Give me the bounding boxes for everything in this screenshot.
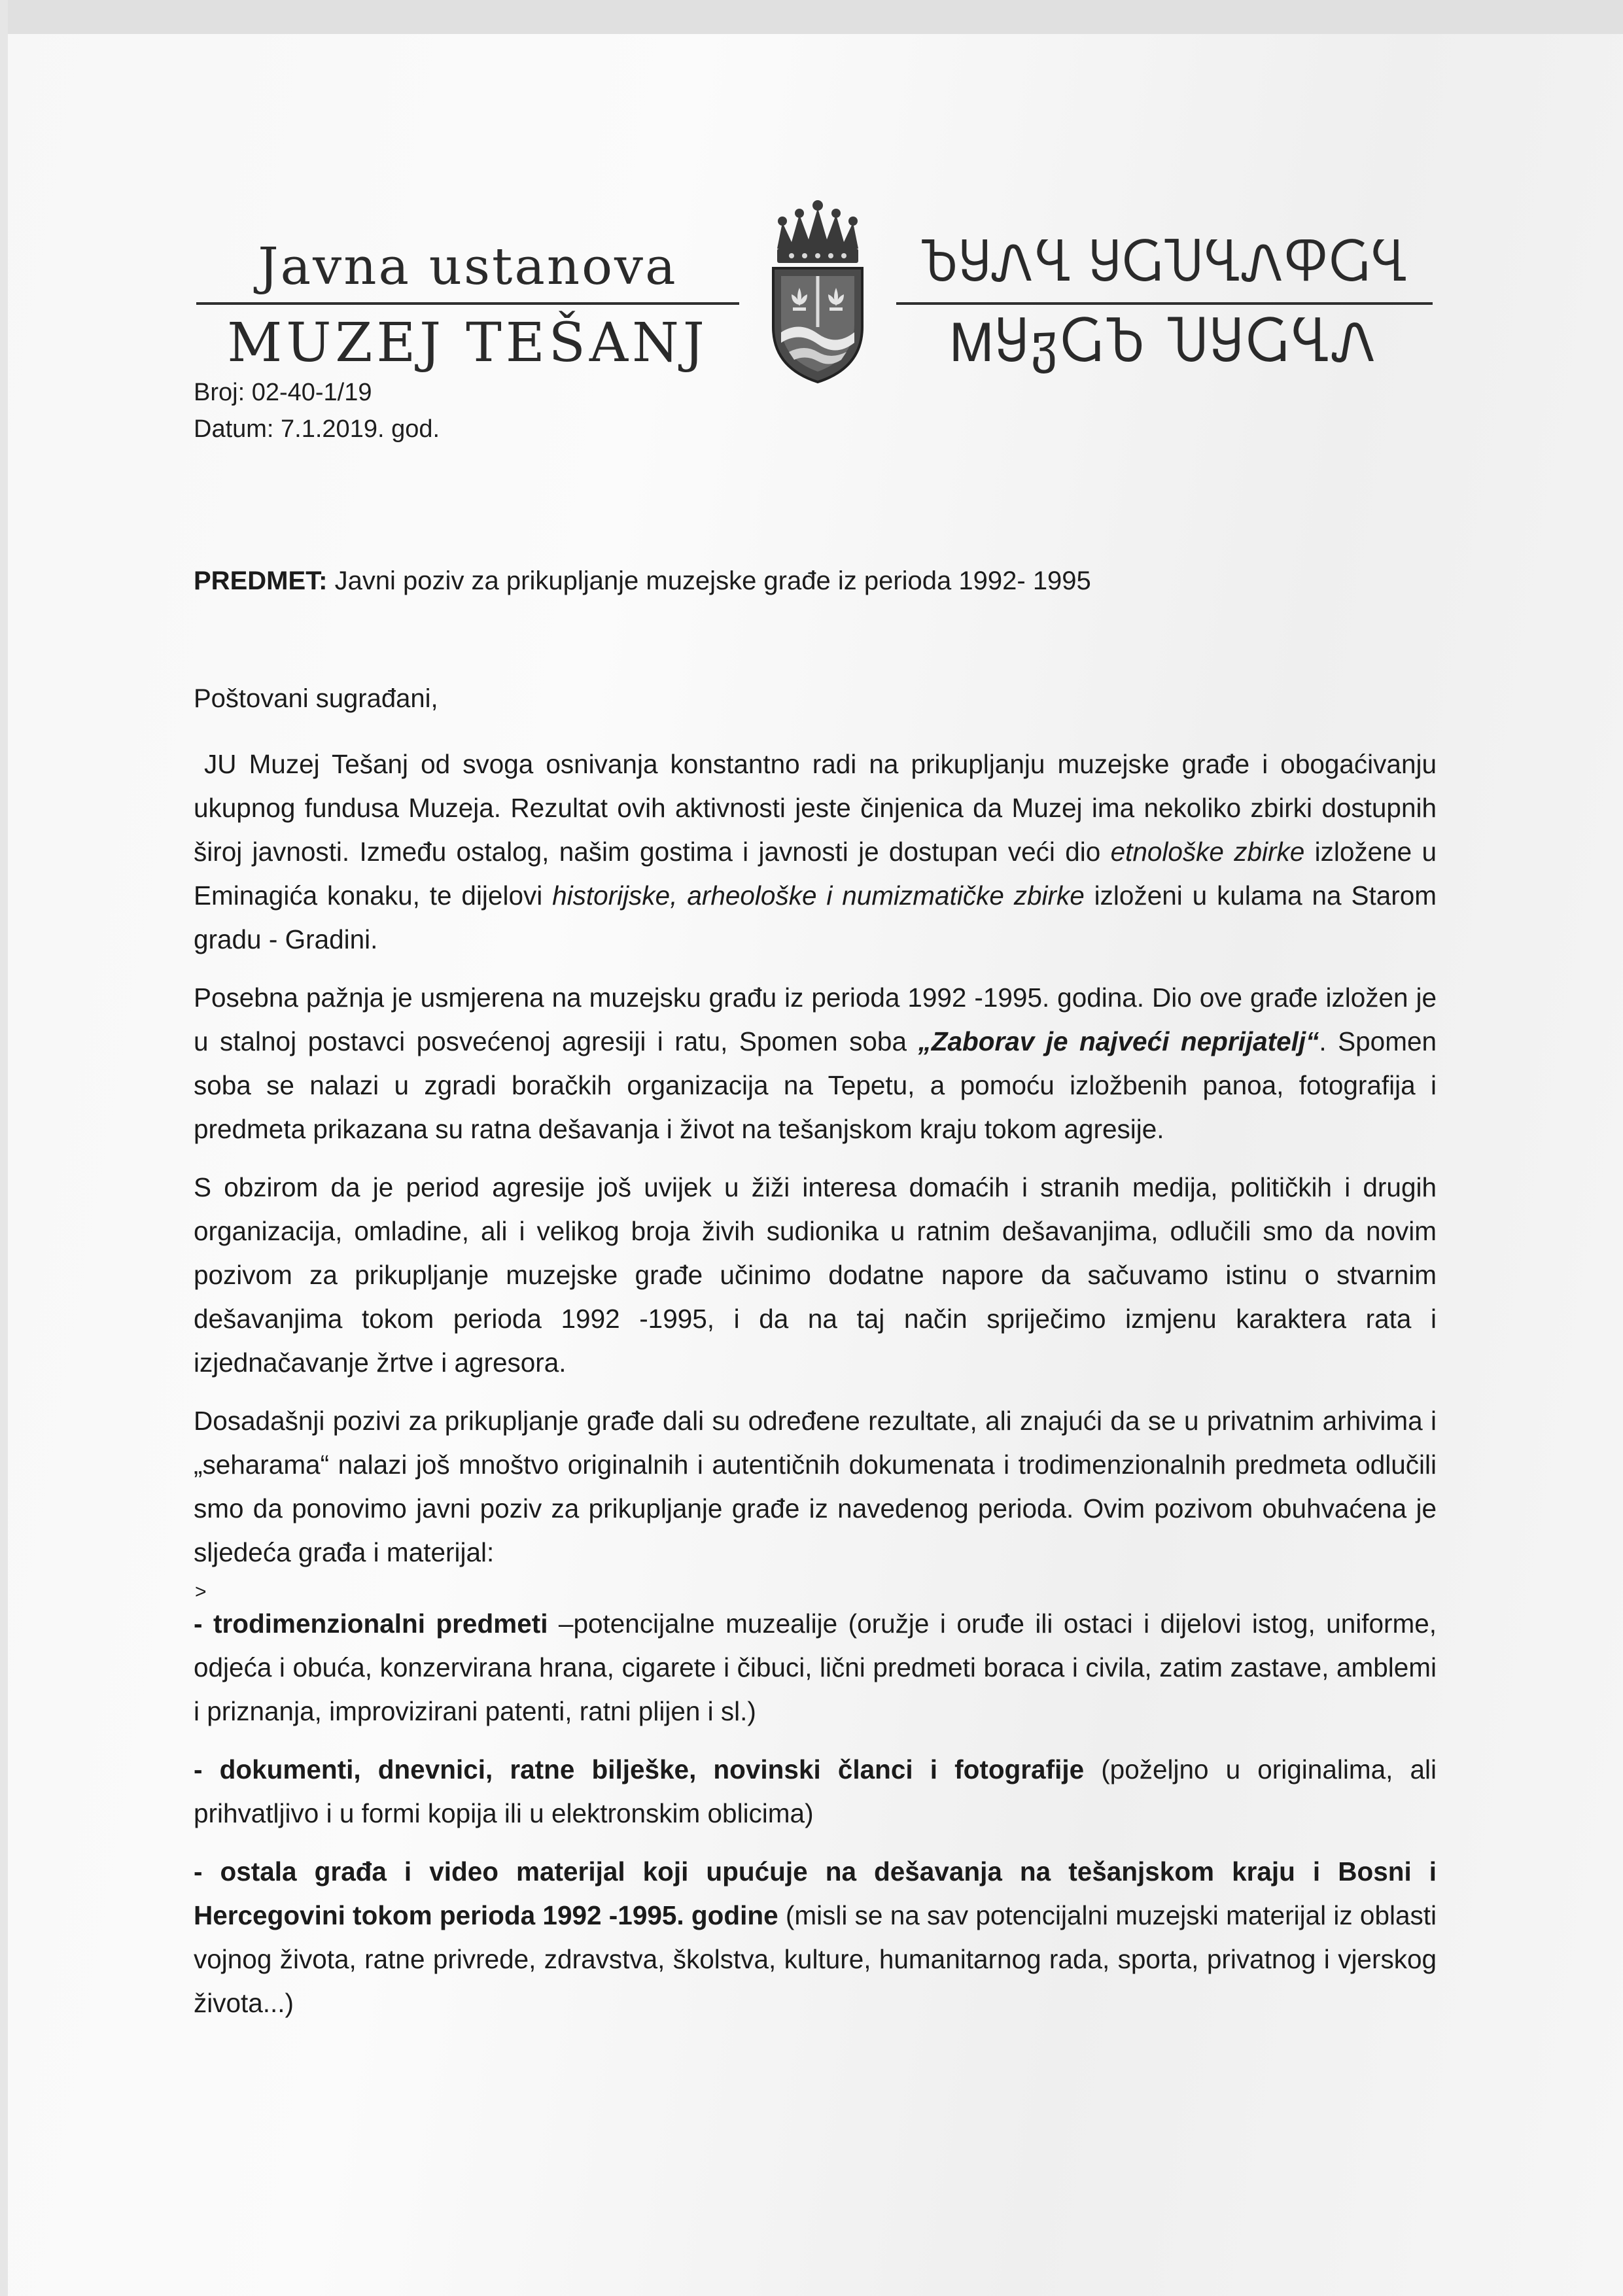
p2-memorial-title: „Zaborav je najveći neprijatelj“ bbox=[918, 1026, 1319, 1056]
list-item-2-text: (poželjno u originalima, ali prihvatljivo i u formi kopija ili u elektronskim oblicima) bbox=[194, 1754, 1437, 1828]
paragraph-3: S obzirom da je period agresije još uvijek u žiži interesa domaćih i stranih medija, političkih i drugih organizacija, omladine, ali i velikog broja živih sudionika u ratnim dešavanjima, odlučili smo da novim pozivom za prikupljanje muzejske građe učinimo dodatne napore da sačuvamo istinu o stvarnim dešavanjima tokom perioda 1992 -1995, i da na taj način spriječimo izmjenu karaktera rata i izjednačavanje žrtve i agresora. bbox=[194, 1172, 1437, 1378]
institution-name-bosancica: ᎷႸჳႺႦ ႮႸႺႡᏁ bbox=[951, 313, 1378, 374]
reference-number: Broj: 02-40-1/19 bbox=[194, 379, 372, 406]
list-item-3-text: (misli se na sav potencijalni muzejski materijal iz oblasti vojnog života, ratne privrede, zdravstva, školstva, kulture, humanitarnog rada, sporta, privatnog i vjerskog života...) bbox=[194, 1900, 1437, 2018]
list-item-3 bbox=[194, 1850, 1437, 2025]
p2-text-b: . Spomen soba se nalazi u zgradi boračkih organizacija na Tepetu, a pomoću izložbenih panoa, fotografija i predmeta prikazana su ratna dešavanja i život na tešanjskom kraju tokom agresije. bbox=[194, 1026, 1437, 1144]
list-item-2 bbox=[194, 1748, 1437, 1835]
p2-text-a: Posebna pažnja je usmjerena na muzejsku građu iz perioda 1992 -1995. godina. Dio ove građe izložen je u stalnoj postavci posvećenoj agresiji i ratu, Spomen soba bbox=[194, 983, 1437, 1056]
letter-body bbox=[194, 742, 1437, 2040]
p1-italic-collections: historijske, arheološke i numizmatičke zbirke bbox=[552, 880, 1085, 911]
p1-text-a: JU Muzej Tešanj od svoga osnivanja konstantno radi na prikupljanju muzejske građe i obogaćivanju ukupnog fundusa Muzeja. Rezultat ovih aktivnosti jeste činjenica da Muzej ima nekoliko zbirki dostupnih široj javnosti. Između ostalog, našim gostima i javnosti je dostupan veći dio bbox=[194, 749, 1437, 867]
institution-type-bosancica: ႦႸᏁႡ ႸႺႮႡᏁႴႺႡ bbox=[920, 234, 1408, 292]
paragraph-4: Dosadašnji pozivi za prikupljanje građe dali su određene rezultate, ali znajući da se u privatnim arhivima i „seharama“ nalazi još mnoštvo originalnih i autentičnih dokumenata i trodimenzionalnih predmeta odlučili smo da ponovimo javni poziv za prikupljanje građe iz navedenog perioda. Ovim pozivom obuhvaćena je sljedeća građa i materijal: bbox=[194, 1406, 1437, 1567]
institution-name: MUZEJ TEŠANJ bbox=[227, 312, 708, 374]
subject-label: PREDMET: bbox=[194, 566, 328, 595]
p1-text-c: izloženi u kulama na Starom gradu - Gradini. bbox=[194, 880, 1437, 954]
list-item-3-title: - ostala građa i video materijal koji upućuje na dešavanja na tešanjskom kraju i Bosni i Hercegovini tokom perioda 1992 -1995. godine bbox=[194, 1856, 1437, 1930]
p1-text-b: izložene u Eminagića konaku, te dijelovi bbox=[194, 837, 1437, 911]
scan-edge-left bbox=[0, 0, 8, 2296]
letterhead-rule-right bbox=[896, 302, 1433, 305]
list-item-1 bbox=[194, 1602, 1437, 1733]
coat-of-arms-icon bbox=[759, 196, 877, 386]
list-item-1-title: - trodimenzionalni predmeti bbox=[194, 1609, 548, 1639]
p1-italic-ethnology: etnološke zbirke bbox=[1110, 837, 1305, 867]
paragraph-1 bbox=[194, 742, 1437, 962]
document-date: Datum: 7.1.2019. god. bbox=[194, 415, 440, 443]
scan-edge-top bbox=[0, 0, 1623, 34]
subject-text: Javni poziv za prikupljanje muzejske građe iz perioda 1992- 1995 bbox=[327, 566, 1091, 595]
list-item-1-text: –potencijalne muzealije (oružje i oruđe ili ostaci i dijelovi istog, uniforme, odjeća i obuća, konzervirana hrana, cigarete i čibuci, lični predmeti boraca i civila, zatim zastave, amblemi i priznanja, improvizirani patenti, ratni plijen i sl.) bbox=[194, 1609, 1437, 1726]
document-meta bbox=[194, 374, 440, 447]
stray-mark: ˃ bbox=[195, 1581, 207, 1603]
letterhead-latin bbox=[196, 235, 739, 379]
paragraph-2 bbox=[194, 976, 1437, 1151]
list-item-2-title: - dokumenti, dnevnici, ratne bilješke, novinski članci i fotografije bbox=[194, 1754, 1085, 1784]
institution-type: Javna ustanova bbox=[258, 237, 678, 296]
letterhead-rule-left bbox=[196, 302, 739, 305]
salutation: Poštovani sugrađani, bbox=[194, 684, 438, 713]
letterhead-bosancica bbox=[896, 229, 1433, 379]
subject-line bbox=[194, 563, 1091, 599]
